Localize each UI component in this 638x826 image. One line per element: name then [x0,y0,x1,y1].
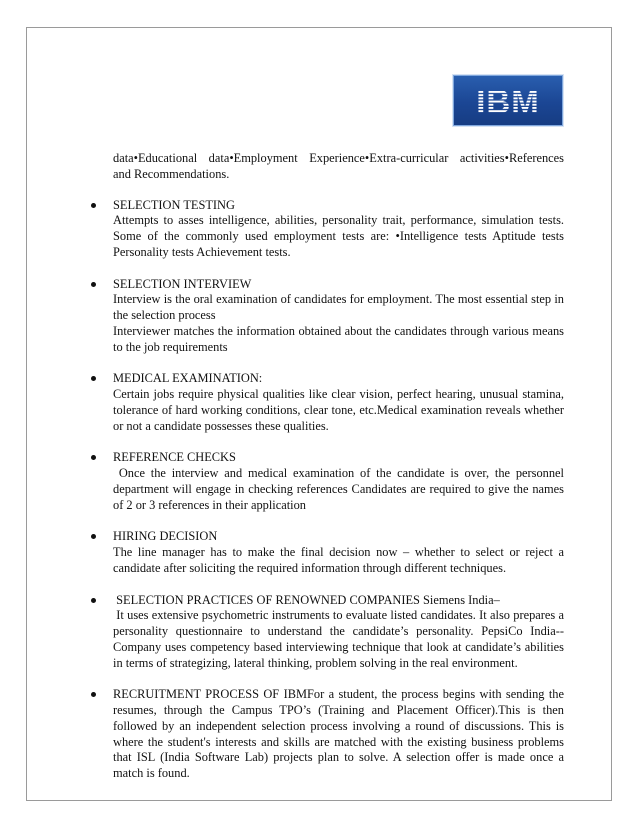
section-text: Once the interview and medical examination of the candidate is over, the personnel department will engage in checking references Candidates are required to give the names of 2 or 3 references in their application [113,466,568,512]
intro-line: and Recommendations. [113,166,230,181]
ibm-logo [453,75,563,126]
section-text: RECRUITMENT PROCESS OF IBMFor a student, the process begins with sending the resumes, through the Campus TPO’s (Training and Placement Officer).This is then followed by an independent selection process involving a round of discussions. This is where the student's interests and skills are matched with the existing business problems that ISL (India Software Lab) projects plan to solve. A selection offer is made once a match is found. [113,687,564,781]
intro-paragraph [91,151,564,183]
section-hiring-decision [91,529,564,576]
bullet-icon [91,534,96,539]
document-body [91,151,568,798]
section-selection-practices [91,592,568,672]
section-selection-testing [91,198,564,261]
section-heading: SELECTION TESTING [113,197,235,212]
section-reference-checks [91,450,568,513]
bullet-icon [91,282,96,287]
bullet-icon [91,376,96,381]
section-text: Attempts to asses intelligence, abilities, personality trait, performance, simulation tests. Some of the commonly used employment tests are: •Intelligence tests Aptitude tests Personality tests Achievement tests. [113,213,564,259]
section-text: Certain jobs require physical qualities like clear vision, perfect hearing, unusual stamina, tolerance of hard working conditions, clear tone, etc.Medical examination reveals whether or not a candidate possesses these qualities. [113,387,564,433]
section-medical-examination [91,371,564,434]
section-text: The line manager has to make the final decision now – whether to select or reject a candidate after soliciting the required information through different techniques. [113,545,564,575]
intro-line: data•Educational data•Employment Experience•Extra-curricular activities•References [113,151,564,165]
section-heading: SELECTION PRACTICES OF RENOWNED COMPANIES Siemens India– [113,592,500,607]
ibm-logo-text: IBM [476,83,540,120]
section-heading: HIRING DECISION [113,529,218,544]
bullet-icon [91,455,96,460]
bullet-icon [91,598,96,603]
section-heading: REFERENCE CHECKS [113,450,236,465]
section-text: Interviewer matches the information obtained about the candidates through various means to the job requirements [113,323,564,354]
bullet-icon [91,203,96,208]
section-heading: MEDICAL EXAMINATION: [113,371,263,386]
section-recruitment-process-ibm [91,687,564,782]
bullet-icon [91,692,96,697]
section-heading: SELECTION INTERVIEW [113,276,252,291]
ibm-logo-graphic [453,75,563,126]
section-selection-interview [91,277,564,356]
section-text: Interview is the oral examination of candidates for employment. The most essential step in the selection process [113,292,564,323]
section-text: It uses extensive psychometric instruments to evaluate listed candidates. It also prepares a personality questionnaire to understand the candidate’s personality. PepsiCo India--Company uses competency based interviewing technique that look at candidate’s abilities in terms of strategizing, lateral thinking, problem solving in the real environment. [113,608,568,670]
